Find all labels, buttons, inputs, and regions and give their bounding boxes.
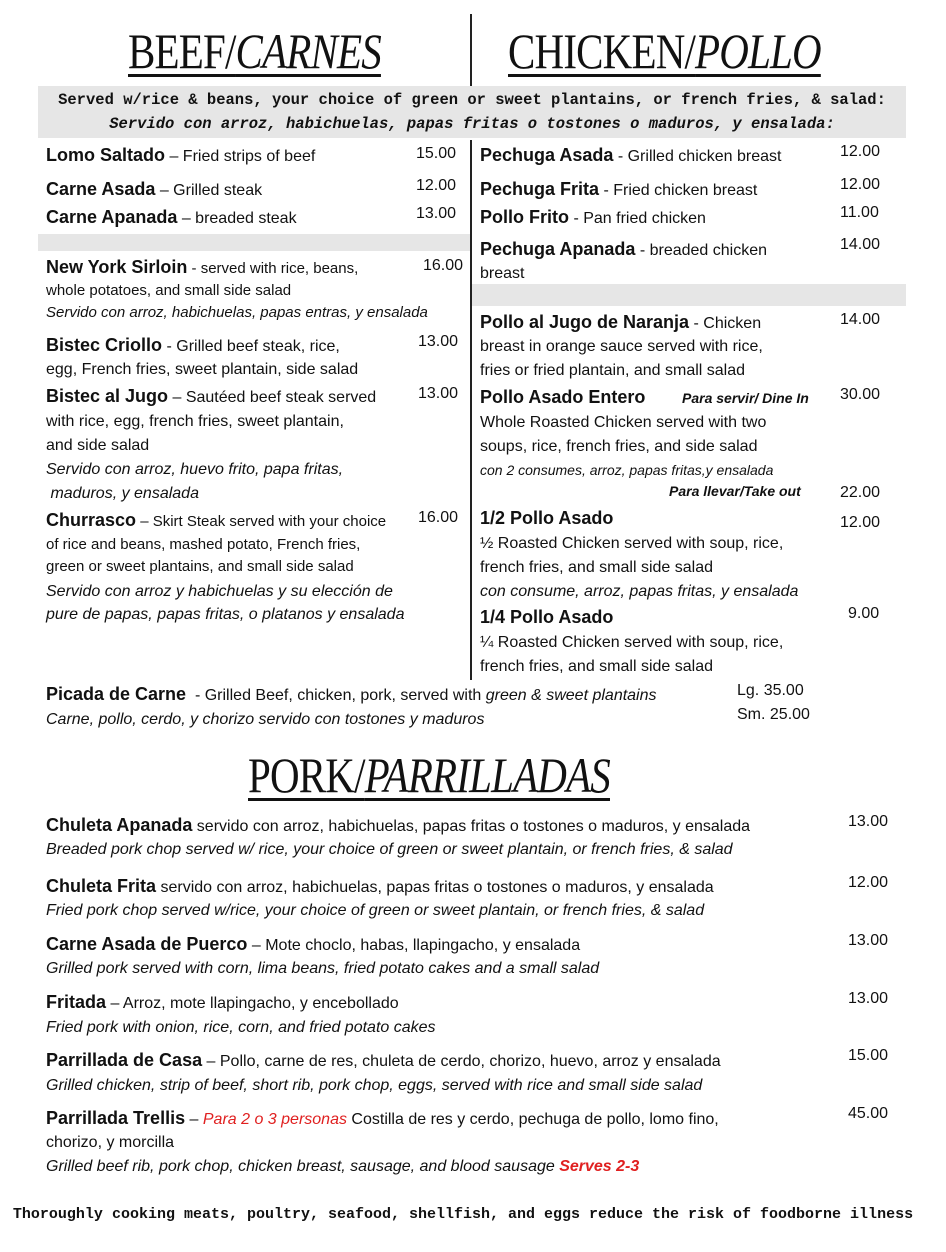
price-chuleta-frita: 12.00 (848, 874, 889, 891)
half-pollo-asado-desc: ½ Roasted Chicken served with soup, rice, (480, 535, 784, 552)
quarter-pollo-asado-desc: ¼ Roasted Chicken served with soup, rice, (480, 634, 784, 651)
beef-heading: BEEF/CARNES (128, 23, 381, 79)
half-pollo-asado-spanish: con consume, arroz, papas fritas, y ensalada (480, 583, 799, 600)
carne-asada-de-puerco-english: Grilled pork served with corn, lima beans, fried potato cakes and a small salad (46, 960, 600, 977)
price-churrasco: 16.00 (418, 509, 459, 526)
pollo-jugo-naranja-desc: breast in orange sauce served with rice, (480, 338, 763, 355)
price-carne-asada: 12.00 (416, 177, 457, 194)
price-lomo-saltado: 15.00 (416, 145, 457, 162)
pollo-jugo-naranja-desc-2: fries or fried plantain, and small salad (480, 362, 746, 379)
half-pollo-asado-desc-2: french fries, and small side salad (480, 559, 713, 576)
beef-separator (38, 234, 470, 251)
serves-badge: Serves 2-3 (559, 1158, 640, 1175)
pork-heading: PORK/PARRILLADAS (248, 747, 610, 803)
menu-item-half-pollo-asado: 1/2 Pollo Asado (480, 508, 614, 528)
price-carne-asada-de-puerco: 13.00 (848, 932, 889, 949)
column-divider (470, 140, 472, 680)
churrasco-desc: of rice and beans, mashed potato, French fries, (46, 536, 361, 553)
served-with-english: Served w/rice & beans, your choice of green or sweet plantains, or french fries, & salad: (58, 91, 886, 109)
parrillada-trellis-english: Grilled beef rib, pork chop, chicken breast, sausage, and blood sausage Serves 2-3 (46, 1158, 640, 1175)
churrasco-desc-2: green or sweet plantains, and small side salad (46, 558, 354, 575)
pollo-asado-entero-spanish: con 2 consumes, arroz, papas fritas,y ensalada (480, 462, 774, 478)
pechuga-apanada-desc: breast (480, 265, 525, 282)
menu-item-carne-asada-de-puerco: Carne Asada de Puerco – Mote choclo, habas, llapingacho, y ensalada (46, 934, 581, 954)
price-pechuga-frita: 12.00 (840, 176, 881, 193)
price-pollo-asado-entero-take-out: 22.00 (840, 484, 881, 501)
price-pollo-asado-entero-dine-in: 30.00 (840, 386, 881, 403)
menu-item-pollo-jugo-naranja: Pollo al Jugo de Naranja - Chicken (480, 312, 762, 332)
menu-item-pollo-frito: Pollo Frito - Pan fried chicken (480, 207, 706, 227)
heading-divider (470, 14, 472, 86)
menu-item-new-york-sirloin: New York Sirloin - served with rice, beans, (46, 257, 359, 277)
quarter-pollo-asado-desc-2: french fries, and small side salad (480, 658, 713, 675)
parrillada-trellis-desc-2: chorizo, y morcilla (46, 1134, 175, 1151)
price-bistec-al-jugo: 13.00 (418, 385, 459, 402)
price-parrillada-trellis: 45.00 (848, 1105, 889, 1122)
price-half-pollo-asado: 12.00 (840, 514, 881, 531)
price-pechuga-asada: 12.00 (840, 143, 881, 160)
menu-item-bistec-al-jugo: Bistec al Jugo – Sautéed beef steak served (46, 386, 377, 406)
menu-item-pollo-asado-entero: Pollo Asado Entero (480, 387, 646, 407)
menu-item-parrillada-trellis: Parrillada Trellis – Para 2 o 3 personas Costilla de res y cerdo, pechuga de pollo, lomo fino, (46, 1108, 719, 1128)
chuleta-frita-english: Fried pork chop served w/rice, your choice of green or sweet plantain, or french fries, & salad (46, 902, 705, 919)
take-out-tag: Para llevar/Take out (669, 483, 801, 499)
price-pollo-frito: 11.00 (840, 204, 879, 221)
menu-item-picada-de-carne: Picada de Carne - Grilled Beef, chicken, pork, served with green & sweet plantains (46, 684, 657, 704)
menu-item-pechuga-apanada: Pechuga Apanada - breaded chicken (480, 239, 768, 259)
menu-item-carne-apanada: Carne Apanada – breaded steak (46, 207, 297, 227)
picada-spanish: Carne, pollo, cerdo, y chorizo servido con tostones y maduros (46, 711, 485, 728)
bistec-al-jugo-spanish: Servido con arroz, huevo frito, papa fritas, (46, 461, 344, 478)
price-picada-large: Lg. 35.00 (737, 682, 804, 699)
churrasco-spanish-2: pure de papas, papas fritas, o platanos y ensalada (46, 606, 405, 623)
parrillada-de-casa-english: Grilled chicken, strip of beef, short rib, pork chop, eggs, served with rice and small side salad (46, 1077, 703, 1094)
menu-item-chuleta-frita: Chuleta Frita servido con arroz, habichuelas, papas fritas o tostones o maduros, y ensalada (46, 876, 714, 896)
bistec-criollo-desc: egg, French fries, sweet plantain, side salad (46, 361, 359, 378)
food-safety-notice: Thoroughly cooking meats, poultry, seafood, shellfish, and eggs reduce the risk of foodborne illness (12, 1206, 914, 1223)
menu-item-parrillada-de-casa: Parrillada de Casa – Pollo, carne de res, chuleta de cerdo, chorizo, huevo, arroz y ensalada (46, 1050, 721, 1070)
dine-in-tag: Para servir/ Dine In (682, 390, 809, 406)
sirloin-desc: whole potatoes, and small side salad (46, 282, 292, 299)
menu-item-chuleta-apanada: Chuleta Apanada servido con arroz, habichuelas, papas fritas o tostones o maduros, y ensalada (46, 815, 751, 835)
served-with-spanish: Servido con arroz, habichuelas, papas fritas o tostones o maduros, y ensalada: (109, 115, 835, 133)
pollo-asado-entero-desc: Whole Roasted Chicken served with two (480, 414, 767, 431)
price-quarter-pollo-asado: 9.00 (848, 605, 880, 622)
price-new-york-sirloin: 16.00 (423, 257, 464, 274)
sirloin-spanish: Servido con arroz, habichuelas, papas entras, y ensalada (46, 304, 428, 321)
price-picada-small: Sm. 25.00 (737, 706, 810, 723)
price-chuleta-apanada: 13.00 (848, 813, 889, 830)
chuleta-apanada-english: Breaded pork chop served w/ rice, your choice of green or sweet plantain, or french fries, & salad (46, 841, 733, 858)
menu-item-lomo-saltado: Lomo Saltado – Fried strips of beef (46, 145, 316, 165)
menu-item-bistec-criollo: Bistec Criollo - Grilled beef steak, rice, (46, 335, 340, 355)
price-carne-apanada: 13.00 (416, 205, 457, 222)
bistec-al-jugo-desc-2: and side salad (46, 437, 150, 454)
price-fritada: 13.00 (848, 990, 889, 1007)
price-parrillada-de-casa: 15.00 (848, 1047, 889, 1064)
menu-item-carne-asada: Carne Asada – Grilled steak (46, 179, 263, 199)
menu-item-pechuga-frita: Pechuga Frita - Fried chicken breast (480, 179, 758, 199)
bistec-al-jugo-spanish-2: maduros, y ensalada (46, 485, 199, 502)
chicken-separator (472, 284, 906, 306)
menu-item-churrasco: Churrasco – Skirt Steak served with your choice (46, 510, 387, 530)
chicken-heading: CHICKEN/POLLO (508, 23, 821, 79)
menu-item-fritada: Fritada – Arroz, mote llapingacho, y encebollado (46, 992, 399, 1012)
menu-item-quarter-pollo-asado: 1/4 Pollo Asado (480, 607, 614, 627)
price-pollo-jugo-naranja: 14.00 (840, 311, 881, 328)
price-pechuga-apanada: 14.00 (840, 236, 881, 253)
churrasco-spanish: Servido con arroz y habichuelas y su elección de (46, 583, 393, 600)
fritada-english: Fried pork with onion, rice, corn, and fried potato cakes (46, 1019, 436, 1036)
price-bistec-criollo: 13.00 (418, 333, 459, 350)
bistec-al-jugo-desc: with rice, egg, french fries, sweet plantain, (46, 413, 344, 430)
pollo-asado-entero-desc-2: soups, rice, french fries, and side salad (480, 438, 758, 455)
menu-item-pechuga-asada: Pechuga Asada - Grilled chicken breast (480, 145, 782, 165)
